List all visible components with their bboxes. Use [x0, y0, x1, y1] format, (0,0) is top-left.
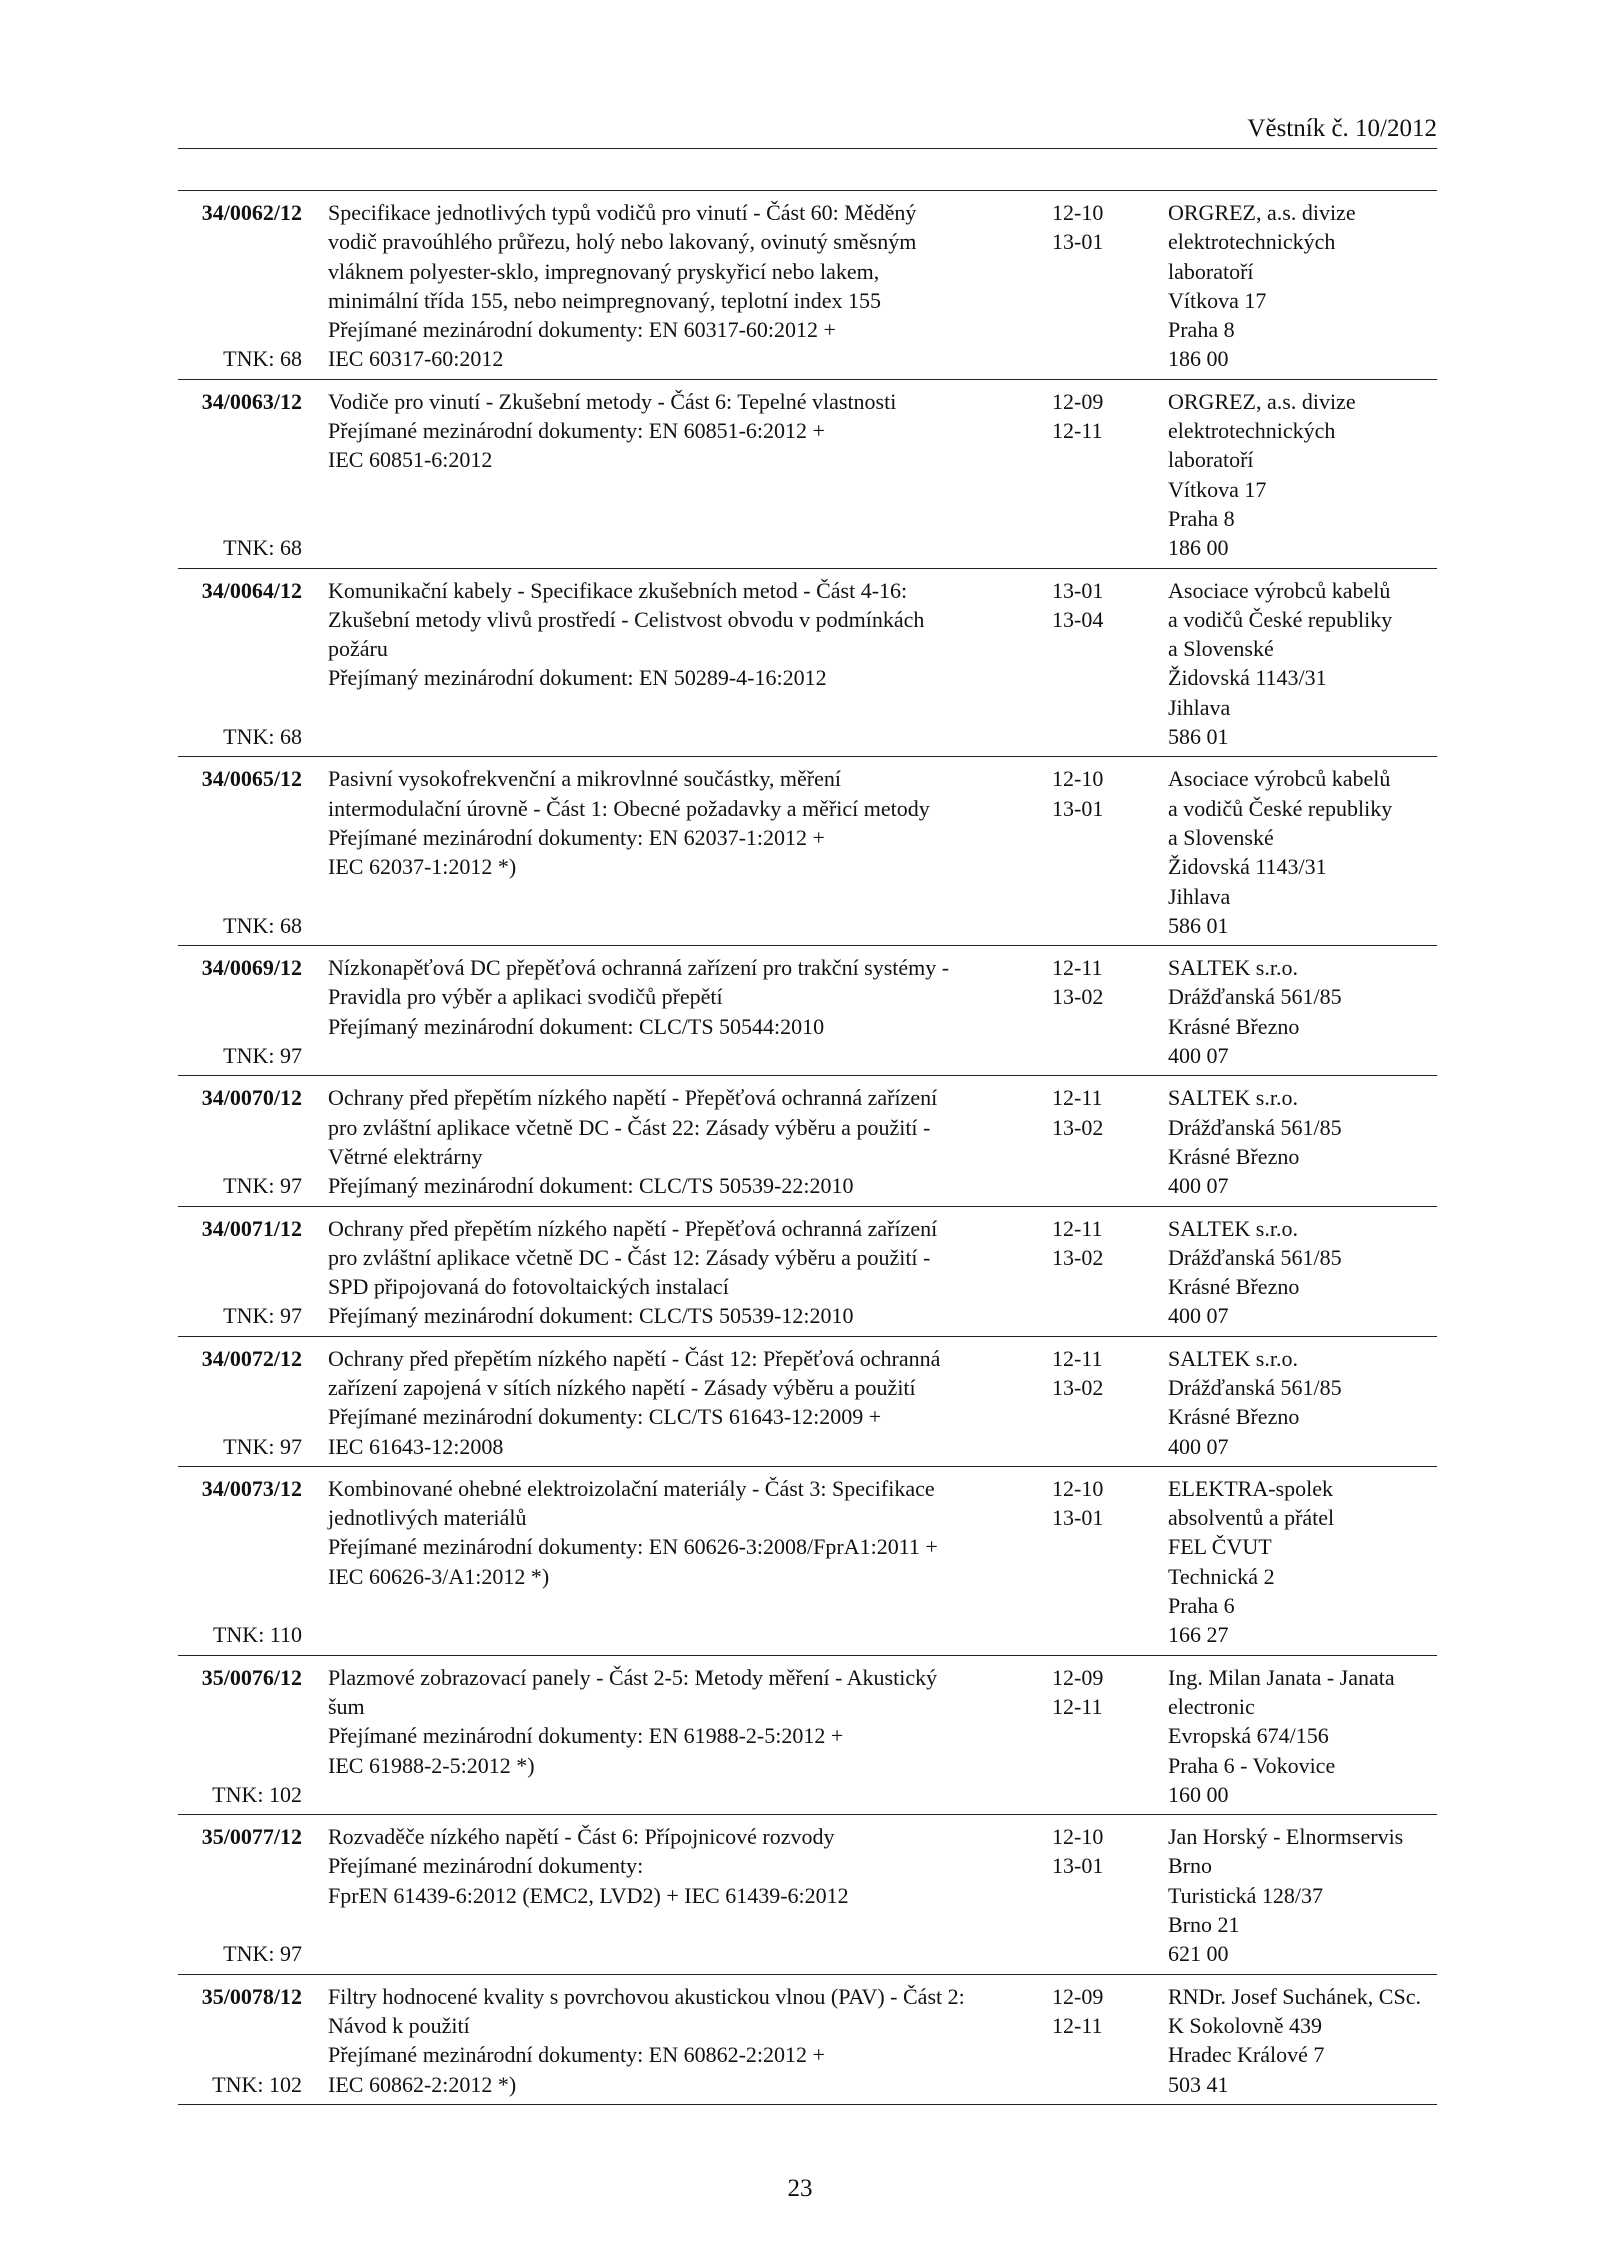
org-line: Krásné Březno	[1168, 1013, 1300, 1039]
date-value: 13-02	[1052, 1114, 1104, 1140]
title-line: Zkušební metody vlivů prostředí - Celistvost obvodu v podmínkách	[328, 606, 925, 632]
org-line: 400 07	[1168, 1433, 1229, 1459]
entry-title-cell	[306, 953, 1036, 1070]
entry-dates-cell	[1036, 1214, 1156, 1331]
org-line: Krásné Březno	[1168, 1143, 1300, 1169]
standards-table	[178, 190, 1437, 2105]
table-row	[178, 569, 1437, 758]
entry-id-cell	[178, 387, 306, 563]
entry-id-cell	[178, 1474, 306, 1650]
org-line: Praha 8	[1168, 505, 1235, 531]
table-row	[178, 1076, 1437, 1206]
entry-tnk: TNK: 68	[223, 535, 302, 561]
entry-number: 34/0065/12	[201, 766, 302, 792]
org-line: Drážďanská 561/85	[1168, 984, 1342, 1010]
org-line: Turistická 128/37	[1168, 1882, 1324, 1908]
entry-dates-cell	[1036, 1083, 1156, 1200]
title-line: Přejímané mezinárodní dokumenty: CLC/TS 61643-12:2009 +	[328, 1404, 882, 1430]
title-line: Rozvaděče nízkého napětí - Část 6: Přípojnicové rozvody	[328, 1824, 835, 1850]
title-line: pro zvláštní aplikace včetně DC - Část 12: Zásady výběru a použití -	[328, 1244, 931, 1270]
date-value: 13-04	[1052, 606, 1104, 632]
date-value: 12-10	[1052, 200, 1104, 225]
org-line: Drážďanská 561/85	[1168, 1374, 1342, 1400]
date-value: 12-11	[1052, 1085, 1103, 1111]
title-line: Vodiče pro vinutí - Zkušební metody - Část 6: Tepelné vlastnosti	[328, 388, 897, 414]
entry-tnk: TNK: 102	[212, 1781, 302, 1807]
org-line: ELEKTRA-spolek	[1168, 1475, 1333, 1501]
org-line: K Sokolovně 439	[1168, 2012, 1322, 2038]
title-line: intermodulační úrovně - Část 1: Obecné požadavky a měřicí metody	[328, 795, 930, 821]
org-line: 186 00	[1168, 535, 1229, 561]
org-line: FEL ČVUT	[1168, 1534, 1272, 1560]
entry-number: 34/0064/12	[201, 577, 302, 603]
org-line: Krásné Březno	[1168, 1404, 1300, 1430]
entry-id-cell	[178, 576, 306, 752]
entry-tnk: TNK: 97	[223, 1043, 302, 1069]
title-line: Ochrany před přepětím nízkého napětí - Přepěťová ochranná zařízení	[328, 1085, 938, 1111]
table-row	[178, 1337, 1437, 1467]
entry-title-cell	[306, 764, 1036, 940]
entry-title-cell	[306, 1344, 1036, 1461]
entry-title-cell	[306, 1214, 1036, 1331]
org-line: 400 07	[1168, 1173, 1229, 1199]
org-line: 503 41	[1168, 2071, 1229, 2097]
org-line: 160 00	[1168, 1781, 1229, 1807]
title-line: Větrné elektrárny	[328, 1143, 483, 1169]
title-line: FprEN 61439-6:2012 (EMC2, LVD2) + IEC 61439-6:2012	[328, 1882, 849, 1908]
org-line: laboratoří	[1168, 258, 1254, 284]
org-line: Asociace výrobců kabelů	[1168, 577, 1391, 603]
title-line: Přejímaný mezinárodní dokument: CLC/TS 50539-22:2010	[328, 1173, 854, 1199]
org-line: 400 07	[1168, 1043, 1229, 1069]
entry-id-cell	[178, 1344, 306, 1461]
title-line: šum	[328, 1693, 365, 1719]
title-line: Přejímané mezinárodní dokumenty: EN 60317-60:2012 +	[328, 317, 836, 343]
entry-number: 35/0078/12	[201, 1983, 302, 2009]
title-line: Specifikace jednotlivých typů vodičů pro vinutí - Část 60: Měděný	[328, 200, 917, 225]
date-value: 13-01	[1052, 577, 1104, 603]
org-line: Praha 8	[1168, 317, 1235, 343]
date-value: 12-09	[1052, 1664, 1104, 1690]
date-value: 13-02	[1052, 984, 1104, 1010]
org-line: a Slovenské	[1168, 824, 1274, 850]
entry-org-cell	[1156, 1982, 1437, 2099]
entry-title-cell	[306, 1663, 1036, 1809]
org-line: electronic	[1168, 1693, 1255, 1719]
entry-number: 35/0077/12	[201, 1824, 302, 1850]
entry-title-cell	[306, 1474, 1036, 1650]
entry-dates-cell	[1036, 1663, 1156, 1809]
title-line: Přejímané mezinárodní dokumenty: EN 61988-2-5:2012 +	[328, 1723, 844, 1749]
title-line: IEC 60317-60:2012	[328, 346, 504, 372]
entry-tnk: TNK: 102	[212, 2071, 302, 2097]
page-header	[178, 110, 1437, 149]
date-value: 13-01	[1052, 1853, 1104, 1879]
entry-tnk: TNK: 97	[223, 1173, 302, 1199]
title-line: Přejímané mezinárodní dokumenty: EN 60626-3:2008/FprA1:2011 +	[328, 1534, 938, 1560]
table-row	[178, 946, 1437, 1076]
entry-id-cell	[178, 198, 306, 374]
date-value: 13-01	[1052, 229, 1104, 255]
date-value: 12-11	[1052, 1345, 1103, 1371]
org-line: Židovská 1143/31	[1168, 854, 1327, 880]
entry-number: 34/0069/12	[201, 955, 302, 981]
entry-dates-cell	[1036, 576, 1156, 752]
org-line: absolventů a přátel	[1168, 1505, 1335, 1531]
entry-id-cell	[178, 1214, 306, 1331]
title-line: IEC 60862-2:2012 *)	[328, 2071, 517, 2097]
org-line: Brno	[1168, 1853, 1212, 1879]
entry-number: 34/0070/12	[201, 1085, 302, 1111]
org-line: 621 00	[1168, 1941, 1229, 1967]
org-line: Drážďanská 561/85	[1168, 1244, 1342, 1270]
entry-org-cell	[1156, 953, 1437, 1070]
title-line: IEC 62037-1:2012 *)	[328, 854, 517, 880]
org-line: Vítkova 17	[1168, 287, 1267, 313]
entry-org-cell	[1156, 1822, 1437, 1968]
date-value: 12-10	[1052, 766, 1104, 792]
org-line: Praha 6	[1168, 1593, 1235, 1619]
org-line: Technická 2	[1168, 1563, 1275, 1589]
entry-org-cell	[1156, 1474, 1437, 1650]
title-line: pro zvláštní aplikace včetně DC - Část 22: Zásady výběru a použití -	[328, 1114, 931, 1140]
org-line: 186 00	[1168, 346, 1229, 372]
title-line: Kombinované ohebné elektroizolační materiály - Část 3: Specifikace	[328, 1475, 935, 1501]
entry-title-cell	[306, 387, 1036, 563]
entry-tnk: TNK: 68	[223, 346, 302, 372]
table-row	[178, 191, 1437, 380]
org-line: Evropská 674/156	[1168, 1723, 1329, 1749]
title-line: IEC 60626-3/A1:2012 *)	[328, 1563, 550, 1589]
bulletin-title: Věstník č. 10/2012	[1247, 115, 1437, 142]
date-value: 12-11	[1052, 2012, 1103, 2038]
date-value: 13-02	[1052, 1244, 1104, 1270]
entry-dates-cell	[1036, 1982, 1156, 2099]
entry-dates-cell	[1036, 387, 1156, 563]
title-line: Přejímané mezinárodní dokumenty:	[328, 1853, 644, 1879]
date-value: 12-10	[1052, 1824, 1104, 1850]
org-line: 400 07	[1168, 1303, 1229, 1329]
page-number: 23	[787, 2175, 813, 2202]
entry-org-cell	[1156, 764, 1437, 940]
date-value: 13-01	[1052, 1505, 1104, 1531]
org-line: Jihlava	[1168, 694, 1231, 720]
org-line: elektrotechnických	[1168, 229, 1336, 255]
title-line: zařízení zapojená v sítích nízkého napětí - Zásady výběru a použití	[328, 1374, 916, 1400]
org-line: elektrotechnických	[1168, 418, 1336, 444]
date-value: 12-11	[1052, 1215, 1103, 1241]
org-line: Asociace výrobců kabelů	[1168, 766, 1391, 792]
entry-org-cell	[1156, 576, 1437, 752]
org-line: 166 27	[1168, 1622, 1229, 1648]
entry-tnk: TNK: 97	[223, 1433, 302, 1459]
org-line: laboratoří	[1168, 447, 1254, 473]
entry-id-cell	[178, 1083, 306, 1200]
table-row	[178, 380, 1437, 569]
entry-id-cell	[178, 1663, 306, 1809]
entry-title-cell	[306, 1822, 1036, 1968]
date-value: 12-09	[1052, 1983, 1104, 2009]
org-line: Vítkova 17	[1168, 476, 1267, 502]
entry-dates-cell	[1036, 198, 1156, 374]
entry-tnk: TNK: 68	[223, 912, 302, 938]
title-line: Přejímané mezinárodní dokumenty: EN 62037-1:2012 +	[328, 824, 825, 850]
entry-number: 34/0062/12	[201, 200, 302, 225]
entry-tnk: TNK: 110	[212, 1622, 302, 1648]
table-row	[178, 1975, 1437, 2105]
title-line: Komunikační kabely - Specifikace zkušebních metod - Část 4-16:	[328, 577, 908, 603]
org-line: RNDr. Josef Suchánek, CSc.	[1168, 1983, 1421, 2009]
org-line: Židovská 1143/31	[1168, 665, 1327, 691]
org-line: SALTEK s.r.o.	[1168, 955, 1298, 981]
org-line: a Slovenské	[1168, 636, 1274, 662]
title-line: Nízkonapěťová DC přepěťová ochranná zařízení pro trakční systémy -	[328, 955, 950, 981]
title-line: Přejímaný mezinárodní dokument: CLC/TS 50539-12:2010	[328, 1303, 854, 1329]
title-line: Přejímané mezinárodní dokumenty: EN 60851-6:2012 +	[328, 418, 825, 444]
table-row	[178, 1467, 1437, 1656]
title-line: IEC 60851-6:2012	[328, 447, 493, 473]
title-line: požáru	[328, 636, 388, 662]
org-line: 586 01	[1168, 912, 1229, 938]
title-line: Ochrany před přepětím nízkého napětí - Přepěťová ochranná zařízení	[328, 1215, 938, 1241]
entry-org-cell	[1156, 198, 1437, 374]
entry-number: 34/0072/12	[201, 1345, 302, 1371]
entry-org-cell	[1156, 1214, 1437, 1331]
entry-number: 34/0063/12	[201, 388, 302, 414]
title-line: vláknem polyester-sklo, impregnovaný pryskyřicí nebo lakem,	[328, 258, 880, 284]
org-line: Krásné Březno	[1168, 1274, 1300, 1300]
entry-number: 34/0071/12	[201, 1215, 302, 1241]
date-value: 12-09	[1052, 388, 1104, 414]
org-line: Jihlava	[1168, 883, 1231, 909]
org-line: Hradec Králové 7	[1168, 2042, 1325, 2068]
org-line: SALTEK s.r.o.	[1168, 1345, 1298, 1371]
org-line: SALTEK s.r.o.	[1168, 1085, 1298, 1111]
table-row	[178, 1815, 1437, 1974]
title-line: Přejímaný mezinárodní dokument: EN 50289-4-16:2012	[328, 665, 827, 691]
org-line: ORGREZ, a.s. divize	[1168, 200, 1356, 225]
org-line: a vodičů České republiky	[1168, 795, 1393, 821]
entry-dates-cell	[1036, 1822, 1156, 1968]
org-line: Brno 21	[1168, 1912, 1240, 1938]
entry-id-cell	[178, 1822, 306, 1968]
entry-dates-cell	[1036, 764, 1156, 940]
entry-org-cell	[1156, 387, 1437, 563]
entry-number: 34/0073/12	[201, 1475, 302, 1501]
org-line: Ing. Milan Janata - Janata	[1168, 1664, 1395, 1690]
title-line: jednotlivých materiálů	[328, 1505, 527, 1531]
title-line: Filtry hodnocené kvality s povrchovou akustickou vlnou (PAV) - Část 2:	[328, 1983, 965, 2009]
entry-org-cell	[1156, 1344, 1437, 1461]
entry-title-cell	[306, 1982, 1036, 2099]
title-line: Pravidla pro výběr a aplikaci svodičů přepětí	[328, 984, 723, 1010]
date-value: 13-02	[1052, 1374, 1104, 1400]
title-line: Plazmové zobrazovací panely - Část 2-5: Metody měření - Akustický	[328, 1664, 938, 1690]
entry-dates-cell	[1036, 953, 1156, 1070]
org-line: SALTEK s.r.o.	[1168, 1215, 1298, 1241]
entry-dates-cell	[1036, 1344, 1156, 1461]
table-row	[178, 757, 1437, 946]
entry-title-cell	[306, 576, 1036, 752]
entry-number: 35/0076/12	[201, 1664, 302, 1690]
date-value: 12-11	[1052, 1693, 1103, 1719]
org-line: Praha 6 - Vokovice	[1168, 1752, 1336, 1778]
title-line: Ochrany před přepětím nízkého napětí - Část 12: Přepěťová ochranná	[328, 1345, 941, 1371]
title-line: Přejímané mezinárodní dokumenty: EN 60862-2:2012 +	[328, 2042, 825, 2068]
table-row	[178, 1656, 1437, 1815]
title-line: Přejímaný mezinárodní dokument: CLC/TS 50544:2010	[328, 1013, 825, 1039]
date-value: 12-10	[1052, 1475, 1104, 1501]
entry-title-cell	[306, 1083, 1036, 1200]
org-line: ORGREZ, a.s. divize	[1168, 388, 1356, 414]
table-row	[178, 1207, 1437, 1337]
entry-id-cell	[178, 953, 306, 1070]
entry-org-cell	[1156, 1663, 1437, 1809]
title-line: SPD připojovaná do fotovoltaických instalací	[328, 1274, 729, 1300]
entry-title-cell	[306, 198, 1036, 374]
org-line: Drážďanská 561/85	[1168, 1114, 1342, 1140]
org-line: a vodičů České republiky	[1168, 606, 1393, 632]
entry-tnk: TNK: 97	[223, 1941, 302, 1967]
entry-org-cell	[1156, 1083, 1437, 1200]
entry-tnk: TNK: 68	[223, 724, 302, 750]
title-line: IEC 61988-2-5:2012 *)	[328, 1752, 535, 1778]
title-line: Pasivní vysokofrekvenční a mikrovlnné součástky, měření	[328, 766, 842, 792]
title-line: vodič pravoúhlého průřezu, holý nebo lakovaný, ovinutý směsným	[328, 229, 917, 255]
title-line: IEC 61643-12:2008	[328, 1433, 504, 1459]
org-line: 586 01	[1168, 724, 1229, 750]
entry-dates-cell	[1036, 1474, 1156, 1650]
entry-id-cell	[178, 1982, 306, 2099]
date-value: 12-11	[1052, 955, 1103, 981]
entry-tnk: TNK: 97	[223, 1303, 302, 1329]
entry-id-cell	[178, 764, 306, 940]
date-value: 13-01	[1052, 795, 1104, 821]
title-line: minimální třída 155, nebo neimpregnovaný, teplotní index 155	[328, 287, 881, 313]
title-line: Návod k použití	[328, 2012, 470, 2038]
date-value: 12-11	[1052, 418, 1103, 444]
org-line: Jan Horský - Elnormservis	[1168, 1824, 1404, 1850]
